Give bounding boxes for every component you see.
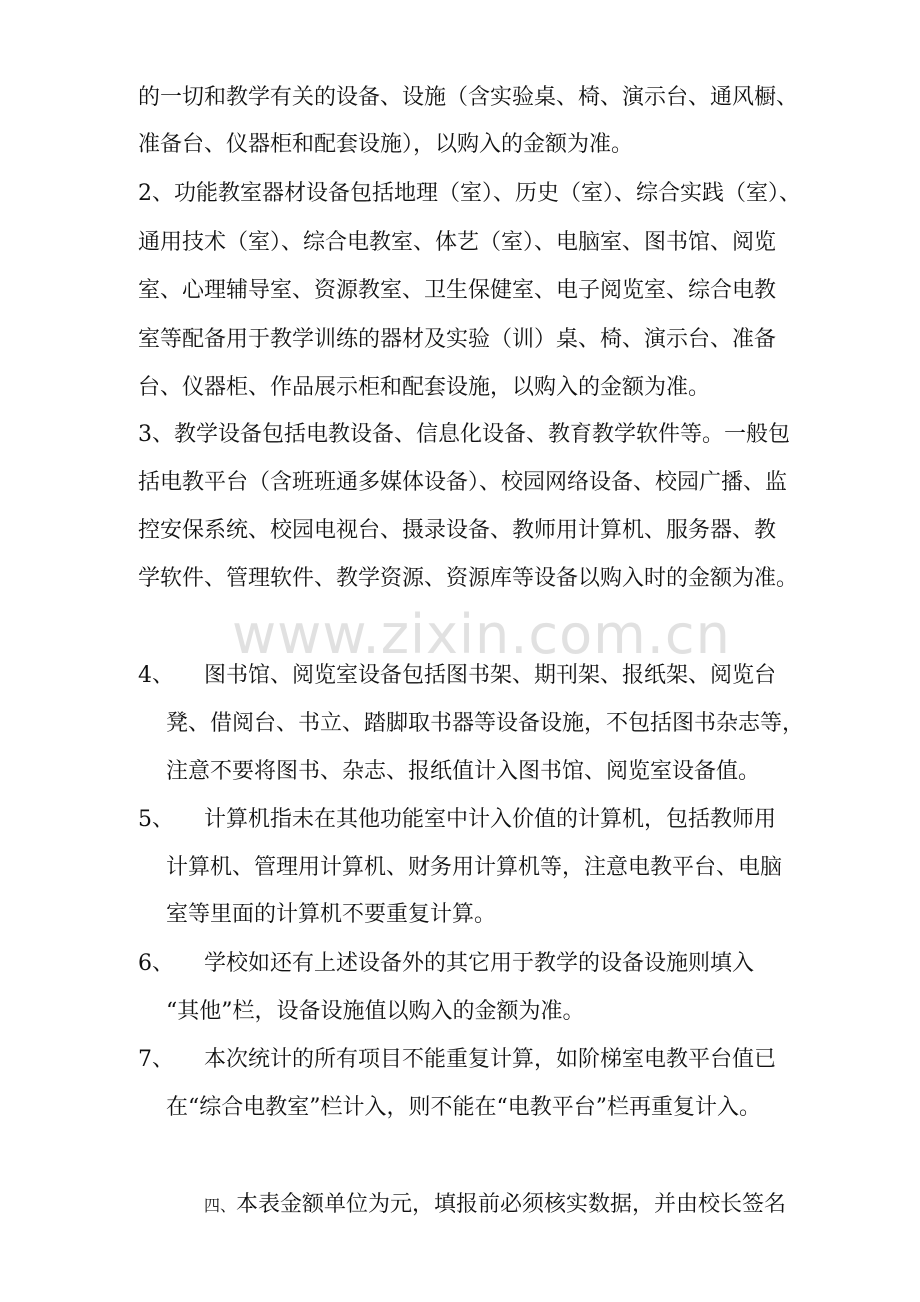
item2-line-3: 室、心理辅导室、资源教室、卫生保健室、电子阅览室、综合电教 xyxy=(138,278,777,303)
item7-number: 7、 xyxy=(138,1047,174,1072)
item6-line-1: 学校如还有上述设备外的其它用于教学的设备设施则填入 xyxy=(204,951,755,976)
item6-number: 6、 xyxy=(138,951,174,976)
item2-line-5: 台、仪器柜、作品展示柜和配套设施，以购入的金额为准。 xyxy=(138,375,711,400)
item3-line-3: 控安保系统、校园电视台、摄录设备、教师用计算机、服务器、教 xyxy=(138,518,777,543)
item3-line-2: 括电教平台（含班班通多媒体设备）、校园网络设备、校园广播、监 xyxy=(138,470,788,495)
item2-line-1: 2、功能教室器材设备包括地理（室）、历史（室）、综合实践（室）、 xyxy=(138,181,801,206)
item7-line-1: 本次统计的所有项目不能重复计算，如阶梯室电教平台值已 xyxy=(204,1047,777,1072)
item2-line-4: 室等配备用于教学训练的器材及实验（训）桌、椅、演示台、准备 xyxy=(138,327,777,352)
item4-line-1: 图书馆、阅览室设备包括图书架、期刊架、报纸架、阅览台 xyxy=(204,663,777,688)
item6-line-2: “其他”栏，设备设施值以购入的金额为准。 xyxy=(166,999,585,1024)
para1-line-2: 准备台、仪器柜和配套设施），以购入的金额为准。 xyxy=(138,132,634,157)
section4-line xyxy=(204,1190,786,1221)
item4-line-2: 凳、借阅台、书立、踏脚取书器等设备设施，不包括图书杂志等， xyxy=(166,711,805,736)
section4-text: 本表金额单位为元，填报前必须核实数据，并由校长签名 xyxy=(236,1192,787,1217)
item5-line-2: 计算机、管理用计算机、财务用计算机等，注意电教平台、电脑 xyxy=(166,855,783,880)
section4-marker: 四、 xyxy=(204,1196,237,1215)
item4-number: 4、 xyxy=(138,663,174,688)
item4-line-3: 注意不要将图书、杂志、报纸值计入图书馆、阅览室设备值。 xyxy=(166,759,761,784)
item5-number: 5、 xyxy=(138,807,174,832)
para1-line-1: 的一切和教学有关的设备、设施（含实验桌、椅、演示台、通风橱、 xyxy=(138,85,799,110)
item2-line-2: 通用技术（室）、综合电教室、体艺（室）、电脑室、图书馆、阅览 xyxy=(138,230,777,255)
item3-line-4: 学软件、管理软件、教学资源、资源库等设备以购入时的金额为准。 xyxy=(138,566,799,591)
item5-line-1: 计算机指未在其他功能室中计入价值的计算机，包括教师用 xyxy=(204,807,777,832)
item7-line-2: 在“综合电教室”栏计入，则不能在“电教平台”栏再重复计入。 xyxy=(166,1095,761,1120)
item3-line-1: 3、教学设备包括电教设备、信息化设备、教育教学软件等。一般包 xyxy=(138,422,790,447)
item5-line-3: 室等里面的计算机不要重复计算。 xyxy=(166,902,497,927)
watermark: www.zixin.com.cn xyxy=(232,603,731,666)
